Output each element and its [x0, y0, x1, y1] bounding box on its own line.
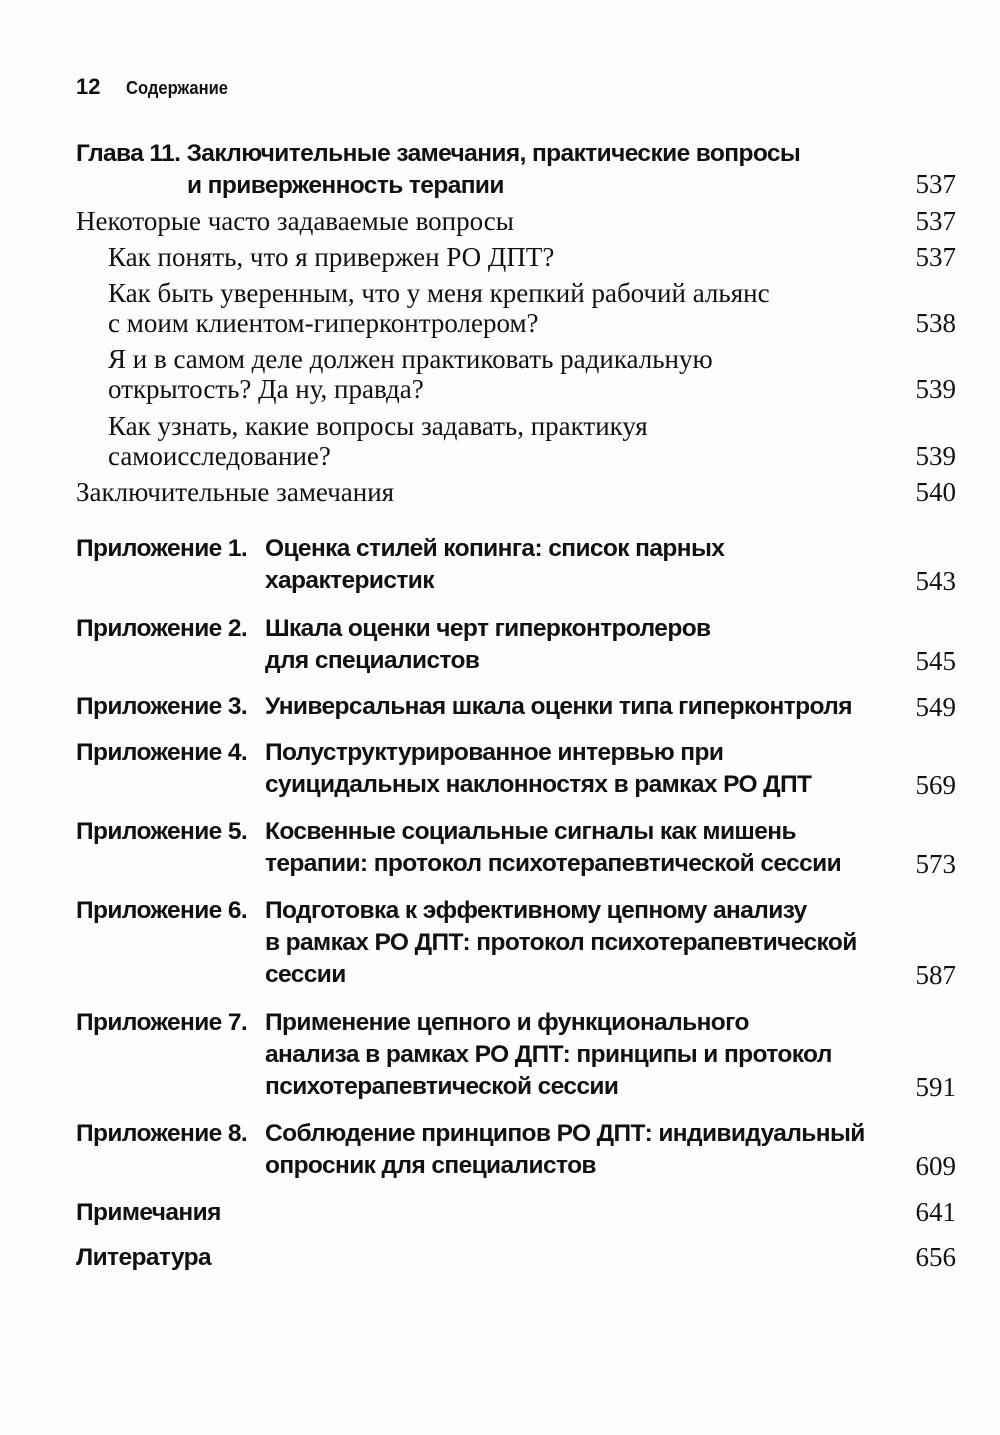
appendix-6-page: 587: [915, 960, 956, 990]
toc-entry-q1-page: 537: [915, 242, 956, 272]
appendix-title: Соблюдение принципов РО ДПТ: индивидуальный: [265, 1120, 865, 1147]
toc-entry-q2-page: 538: [915, 308, 956, 338]
toc-entry-q2-line2[interactable]: с моим клиентом-гиперконтролером?: [108, 308, 539, 338]
toc-entry-conclusion[interactable]: Заключительные замечания: [76, 477, 395, 507]
appendix-6-line3: сессии: [265, 961, 346, 988]
appendix-6-line2: в рамках РО ДПТ: протокол психотерапевтической: [265, 929, 857, 956]
chapter-11-page: 537: [915, 169, 956, 199]
chapter-title-line1: Заключительные замечания, практические вопросы: [186, 140, 801, 167]
appendix-label: Приложение 3.: [76, 693, 248, 720]
toc-entry-q4-line2[interactable]: самоисследование?: [108, 441, 331, 471]
appendix-title: Универсальная шкала оценки типа гиперконтроля: [265, 693, 852, 720]
appendix-8-page: 609: [915, 1151, 956, 1181]
appendix-label: Приложение 7.: [76, 1009, 248, 1036]
toc-entry-faq-page: 537: [915, 206, 956, 236]
appendix-7-line1[interactable]: [76, 1011, 749, 1036]
appendix-3-line1[interactable]: [76, 695, 852, 720]
appendix-1-page: 543: [915, 566, 956, 596]
appendix-title: Подготовка к эффективному цепному анализу: [265, 897, 807, 924]
toc-entry-faq[interactable]: Некоторые часто задаваемые вопросы: [76, 206, 514, 236]
toc-entry-q2-line1[interactable]: Как быть уверенным, что у меня крепкий рабочий альянс: [108, 278, 770, 308]
toc-entry-literature[interactable]: Литература: [76, 1244, 211, 1271]
toc-entry-q3-line1[interactable]: Я и в самом деле должен практиковать радикальную: [108, 344, 713, 374]
appendix-label: Приложение 8.: [76, 1120, 248, 1147]
section-title: Содержание: [126, 78, 229, 98]
toc-entry-conclusion-page: 540: [915, 477, 956, 507]
appendix-1-line2: характеристик: [265, 567, 434, 594]
appendix-5-line1[interactable]: [76, 820, 796, 845]
toc-entry-q4-page: 539: [915, 441, 956, 471]
appendix-4-page: 569: [915, 770, 956, 800]
appendix-2-line2: для специалистов: [265, 647, 480, 674]
running-head: [76, 74, 237, 100]
toc-entry-q3-line2[interactable]: открытость? Да ну, правда?: [108, 374, 424, 404]
toc-entry-notes[interactable]: Примечания: [76, 1199, 221, 1226]
appendix-5-page: 573: [915, 849, 956, 879]
appendix-title: Оценка стилей копинга: список парных: [265, 535, 725, 562]
appendix-7-page: 591: [915, 1072, 956, 1102]
toc-entry-q4-line1[interactable]: Как узнать, какие вопросы задавать, практикуя: [108, 411, 648, 441]
appendix-label: Приложение 5.: [76, 818, 248, 845]
chapter-title-line2: и приверженность терапии: [187, 172, 504, 199]
appendix-5-line2: терапии: протокол психотерапевтической сессии: [265, 850, 842, 877]
toc-entry-notes-page: 641: [915, 1197, 956, 1227]
appendix-title: Полуструктурированное интервью при: [265, 739, 724, 766]
appendix-title: Шкала оценки черт гиперконтролеров: [265, 615, 711, 642]
appendix-label: Приложение 6.: [76, 897, 248, 924]
appendix-label: Приложение 1.: [76, 535, 248, 562]
toc-entry-q1[interactable]: Как понять, что я привержен РО ДПТ?: [108, 242, 555, 272]
appendix-2-line1[interactable]: [76, 617, 711, 642]
appendix-4-line2: суицидальных наклонностях в рамках РО ДПТ: [265, 771, 812, 798]
appendix-1-line1[interactable]: [76, 537, 724, 562]
page-number: 12: [76, 74, 101, 99]
appendix-2-page: 545: [915, 646, 956, 676]
chapter-11-heading[interactable]: [76, 142, 800, 167]
appendix-title: Косвенные социальные сигналы как мишень: [265, 818, 796, 845]
appendix-8-line2: опросник для специалистов: [265, 1152, 596, 1179]
appendix-8-line1[interactable]: [76, 1122, 865, 1147]
appendix-4-line1[interactable]: [76, 741, 723, 766]
appendix-label: Приложение 2.: [76, 615, 248, 642]
appendix-7-line3: психотерапевтической сессии: [265, 1073, 619, 1100]
appendix-label: Приложение 4.: [76, 739, 248, 766]
toc-entry-q3-page: 539: [915, 374, 956, 404]
appendix-7-line2: анализа в рамках РО ДПТ: принципы и протокол: [265, 1041, 832, 1068]
appendix-6-line1[interactable]: [76, 899, 807, 924]
toc-entry-literature-page: 656: [915, 1242, 956, 1272]
appendix-3-page: 549: [915, 692, 956, 722]
appendix-title: Применение цепного и функционального: [265, 1009, 749, 1036]
chapter-label: Глава 11.: [76, 140, 181, 167]
